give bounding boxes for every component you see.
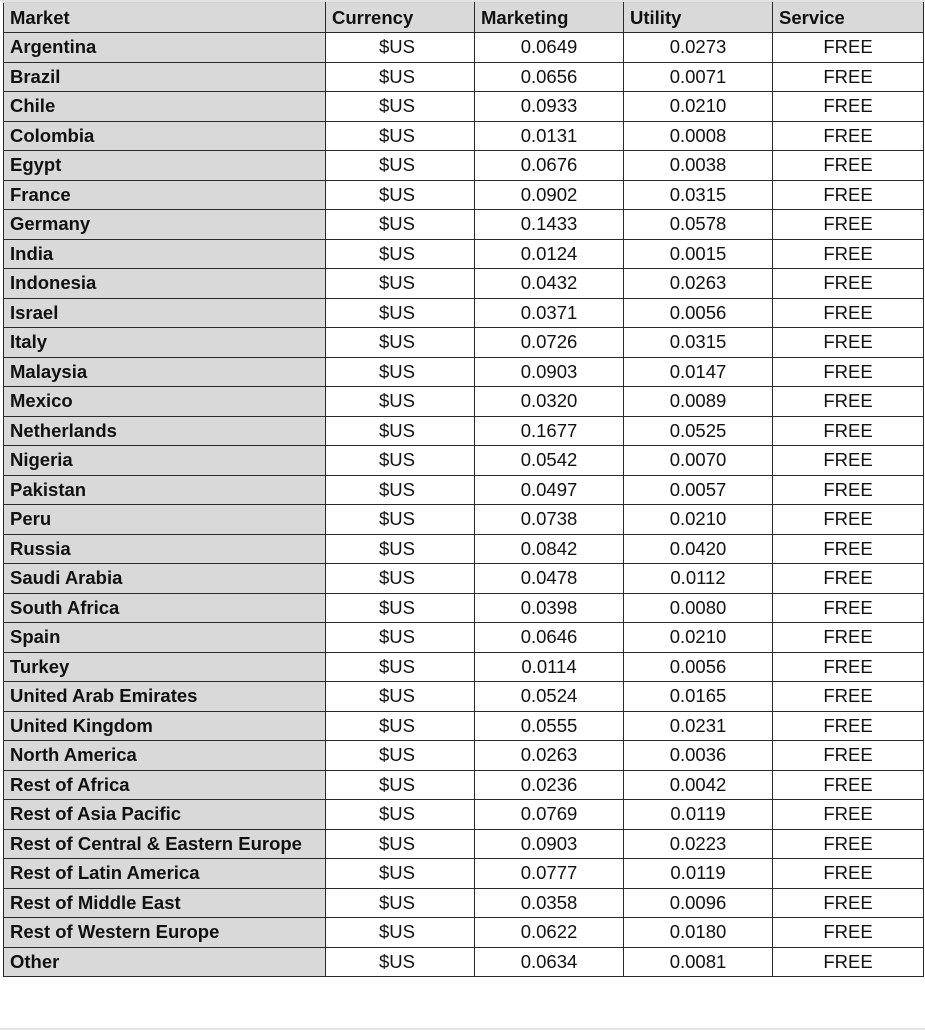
header-utility: Utility: [624, 3, 773, 33]
cell-currency: $US: [326, 800, 475, 830]
cell-utility: 0.0057: [624, 475, 773, 505]
table-row: [4, 741, 924, 771]
cell-marketing: 0.0555: [475, 711, 624, 741]
cell-market: Peru: [4, 505, 326, 535]
cell-currency: $US: [326, 623, 475, 653]
cell-marketing: 0.0263: [475, 741, 624, 771]
cell-currency: $US: [326, 298, 475, 328]
table-row: [4, 62, 924, 92]
cell-currency: $US: [326, 151, 475, 181]
cell-marketing: 0.0902: [475, 180, 624, 210]
cell-marketing: 0.0320: [475, 387, 624, 417]
cell-currency: $US: [326, 652, 475, 682]
cell-market: Mexico: [4, 387, 326, 417]
cell-currency: $US: [326, 947, 475, 977]
cell-service: FREE: [773, 180, 924, 210]
cell-utility: 0.0165: [624, 682, 773, 712]
cell-utility: 0.0112: [624, 564, 773, 594]
cell-marketing: 0.0903: [475, 829, 624, 859]
cell-utility: 0.0081: [624, 947, 773, 977]
header-row: [4, 3, 924, 33]
cell-currency: $US: [326, 180, 475, 210]
cell-utility: 0.0015: [624, 239, 773, 269]
cell-currency: $US: [326, 357, 475, 387]
table-row: [4, 593, 924, 623]
table-row: [4, 151, 924, 181]
table-row: [4, 210, 924, 240]
cell-market: Rest of Middle East: [4, 888, 326, 918]
cell-service: FREE: [773, 92, 924, 122]
cell-market: Argentina: [4, 33, 326, 63]
cell-market: Malaysia: [4, 357, 326, 387]
table-row: [4, 770, 924, 800]
cell-service: FREE: [773, 623, 924, 653]
cell-currency: $US: [326, 564, 475, 594]
table-row: [4, 446, 924, 476]
cell-currency: $US: [326, 239, 475, 269]
cell-utility: 0.0315: [624, 328, 773, 358]
cell-service: FREE: [773, 711, 924, 741]
cell-market: Spain: [4, 623, 326, 653]
cell-market: Rest of Asia Pacific: [4, 800, 326, 830]
cell-service: FREE: [773, 328, 924, 358]
cell-utility: 0.0080: [624, 593, 773, 623]
table-row: [4, 829, 924, 859]
cell-currency: $US: [326, 416, 475, 446]
cell-currency: $US: [326, 534, 475, 564]
cell-service: FREE: [773, 62, 924, 92]
table-row: [4, 711, 924, 741]
table-row: [4, 652, 924, 682]
cell-market: Indonesia: [4, 269, 326, 299]
cell-utility: 0.0056: [624, 652, 773, 682]
cell-marketing: 0.0131: [475, 121, 624, 151]
cell-currency: $US: [326, 859, 475, 889]
cell-marketing: 0.0933: [475, 92, 624, 122]
cell-utility: 0.0231: [624, 711, 773, 741]
cell-market: Colombia: [4, 121, 326, 151]
cell-market: Nigeria: [4, 446, 326, 476]
cell-service: FREE: [773, 652, 924, 682]
cell-service: FREE: [773, 505, 924, 535]
cell-currency: $US: [326, 682, 475, 712]
cell-market: Chile: [4, 92, 326, 122]
cell-marketing: 0.0432: [475, 269, 624, 299]
cell-utility: 0.0070: [624, 446, 773, 476]
cell-utility: 0.0420: [624, 534, 773, 564]
table-body: [4, 33, 924, 977]
cell-marketing: 0.0371: [475, 298, 624, 328]
cell-market: Saudi Arabia: [4, 564, 326, 594]
cell-currency: $US: [326, 328, 475, 358]
header-market: Market: [4, 3, 326, 33]
table-row: [4, 859, 924, 889]
table-row: [4, 505, 924, 535]
header-service: Service: [773, 3, 924, 33]
cell-utility: 0.0036: [624, 741, 773, 771]
table-row: [4, 387, 924, 417]
cell-market: Israel: [4, 298, 326, 328]
cell-utility: 0.0008: [624, 121, 773, 151]
table-row: [4, 357, 924, 387]
cell-utility: 0.0263: [624, 269, 773, 299]
cell-service: FREE: [773, 416, 924, 446]
cell-utility: 0.0525: [624, 416, 773, 446]
cell-marketing: 0.0769: [475, 800, 624, 830]
table-row: [4, 475, 924, 505]
cell-marketing: 0.0236: [475, 770, 624, 800]
cell-utility: 0.0038: [624, 151, 773, 181]
cell-currency: $US: [326, 210, 475, 240]
cell-service: FREE: [773, 269, 924, 299]
cell-service: FREE: [773, 888, 924, 918]
cell-marketing: 0.1677: [475, 416, 624, 446]
cell-market: South Africa: [4, 593, 326, 623]
cell-marketing: 0.0634: [475, 947, 624, 977]
cell-market: Italy: [4, 328, 326, 358]
cell-service: FREE: [773, 593, 924, 623]
cell-utility: 0.0180: [624, 918, 773, 948]
cell-service: FREE: [773, 475, 924, 505]
cell-currency: $US: [326, 475, 475, 505]
cell-currency: $US: [326, 741, 475, 771]
cell-service: FREE: [773, 682, 924, 712]
cell-marketing: 0.0358: [475, 888, 624, 918]
header-currency: Currency: [326, 3, 475, 33]
cell-utility: 0.0210: [624, 505, 773, 535]
table-row: [4, 800, 924, 830]
cell-service: FREE: [773, 800, 924, 830]
cell-market: Rest of Latin America: [4, 859, 326, 889]
cell-utility: 0.0210: [624, 623, 773, 653]
cell-market: United Kingdom: [4, 711, 326, 741]
cell-utility: 0.0071: [624, 62, 773, 92]
cell-marketing: 0.0398: [475, 593, 624, 623]
cell-service: FREE: [773, 210, 924, 240]
cell-utility: 0.0119: [624, 859, 773, 889]
cell-marketing: 0.0124: [475, 239, 624, 269]
cell-marketing: 0.0646: [475, 623, 624, 653]
cell-service: FREE: [773, 298, 924, 328]
cell-marketing: 0.0478: [475, 564, 624, 594]
cell-market: Other: [4, 947, 326, 977]
cell-service: FREE: [773, 534, 924, 564]
table-row: [4, 564, 924, 594]
table-row: [4, 298, 924, 328]
table-row: [4, 918, 924, 948]
table-row: [4, 328, 924, 358]
cell-service: FREE: [773, 446, 924, 476]
cell-marketing: 0.0524: [475, 682, 624, 712]
cell-marketing: 0.0676: [475, 151, 624, 181]
cell-currency: $US: [326, 33, 475, 63]
cell-marketing: 0.0738: [475, 505, 624, 535]
cell-marketing: 0.0903: [475, 357, 624, 387]
cell-currency: $US: [326, 121, 475, 151]
cell-marketing: 0.0842: [475, 534, 624, 564]
cell-currency: $US: [326, 918, 475, 948]
cell-currency: $US: [326, 711, 475, 741]
cell-service: FREE: [773, 564, 924, 594]
cell-currency: $US: [326, 92, 475, 122]
table-row: [4, 534, 924, 564]
cell-marketing: 0.0622: [475, 918, 624, 948]
cell-market: Pakistan: [4, 475, 326, 505]
cell-marketing: 0.1433: [475, 210, 624, 240]
cell-utility: 0.0315: [624, 180, 773, 210]
cell-marketing: 0.0542: [475, 446, 624, 476]
cell-currency: $US: [326, 770, 475, 800]
cell-marketing: 0.0726: [475, 328, 624, 358]
cell-currency: $US: [326, 446, 475, 476]
cell-utility: 0.0119: [624, 800, 773, 830]
cell-currency: $US: [326, 62, 475, 92]
cell-service: FREE: [773, 859, 924, 889]
cell-utility: 0.0578: [624, 210, 773, 240]
cell-utility: 0.0056: [624, 298, 773, 328]
cell-currency: $US: [326, 888, 475, 918]
cell-market: Brazil: [4, 62, 326, 92]
cell-market: Turkey: [4, 652, 326, 682]
cell-currency: $US: [326, 387, 475, 417]
table-row: [4, 682, 924, 712]
header-marketing: Marketing: [475, 3, 624, 33]
cell-marketing: 0.0497: [475, 475, 624, 505]
cell-market: Rest of Africa: [4, 770, 326, 800]
table-row: [4, 888, 924, 918]
cell-utility: 0.0223: [624, 829, 773, 859]
cell-marketing: 0.0114: [475, 652, 624, 682]
cell-market: India: [4, 239, 326, 269]
table-row: [4, 180, 924, 210]
table-row: [4, 239, 924, 269]
cell-currency: $US: [326, 505, 475, 535]
table-row: [4, 92, 924, 122]
table-row: [4, 121, 924, 151]
table-row: [4, 623, 924, 653]
cell-currency: $US: [326, 269, 475, 299]
cell-market: Rest of Central & Eastern Europe: [4, 829, 326, 859]
cell-market: Netherlands: [4, 416, 326, 446]
cell-currency: $US: [326, 829, 475, 859]
cell-marketing: 0.0649: [475, 33, 624, 63]
cell-service: FREE: [773, 741, 924, 771]
cell-service: FREE: [773, 829, 924, 859]
cell-utility: 0.0096: [624, 888, 773, 918]
table-row: [4, 33, 924, 63]
cell-currency: $US: [326, 593, 475, 623]
cell-utility: 0.0273: [624, 33, 773, 63]
cell-service: FREE: [773, 239, 924, 269]
cell-market: North America: [4, 741, 326, 771]
cell-service: FREE: [773, 770, 924, 800]
cell-utility: 0.0147: [624, 357, 773, 387]
cell-market: Russia: [4, 534, 326, 564]
cell-utility: 0.0089: [624, 387, 773, 417]
cell-market: Rest of Western Europe: [4, 918, 326, 948]
cell-service: FREE: [773, 357, 924, 387]
cell-market: Egypt: [4, 151, 326, 181]
cell-market: Germany: [4, 210, 326, 240]
cell-service: FREE: [773, 387, 924, 417]
table-row: [4, 269, 924, 299]
table-row: [4, 416, 924, 446]
cell-marketing: 0.0656: [475, 62, 624, 92]
pricing-table: [3, 2, 924, 977]
cell-marketing: 0.0777: [475, 859, 624, 889]
cell-market: France: [4, 180, 326, 210]
cell-market: United Arab Emirates: [4, 682, 326, 712]
cell-service: FREE: [773, 121, 924, 151]
cell-service: FREE: [773, 947, 924, 977]
cell-utility: 0.0042: [624, 770, 773, 800]
table-row: [4, 947, 924, 977]
cell-service: FREE: [773, 918, 924, 948]
cell-service: FREE: [773, 151, 924, 181]
cell-utility: 0.0210: [624, 92, 773, 122]
cell-service: FREE: [773, 33, 924, 63]
